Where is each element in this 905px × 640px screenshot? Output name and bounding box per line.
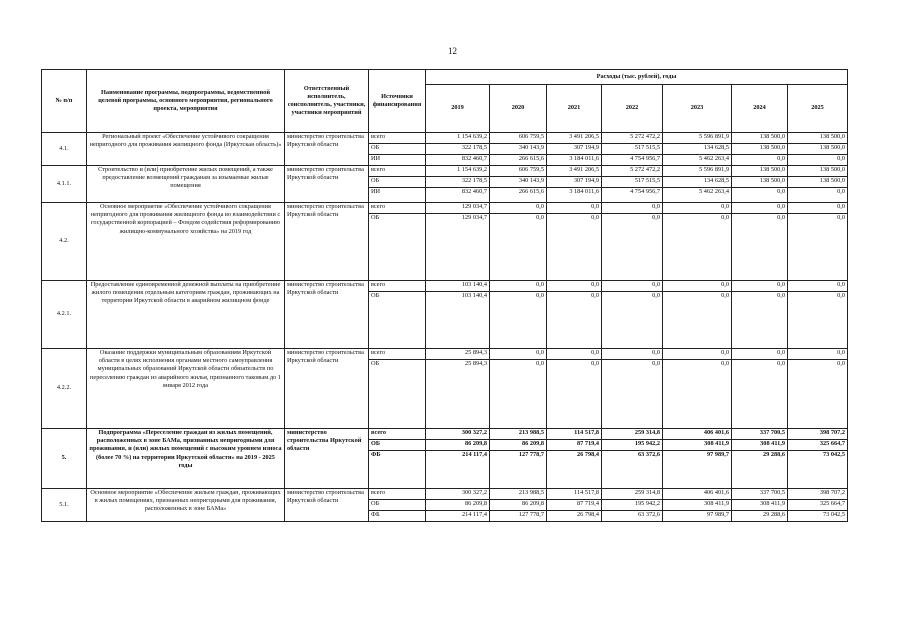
amount-cell: 5 272 472,2 (602, 133, 663, 144)
amount-cell: 259 314,8 (602, 429, 663, 440)
amount-cell: 266 615,6 (490, 188, 547, 203)
amount-cell: 266 615,6 (490, 155, 547, 166)
amount-cell: 138 500,0 (732, 177, 788, 188)
responsible-executor: министерство строительства Иркутской области (285, 166, 369, 203)
amount-cell: 337 700,5 (732, 429, 788, 440)
amount-cell: 138 500,0 (788, 166, 848, 177)
amount-cell: 5 596 891,9 (663, 166, 732, 177)
amount-cell: 103 140,4 (426, 292, 490, 349)
responsible-executor: министерство строительства Иркутской области (285, 429, 369, 489)
amount-cell: 0,0 (732, 214, 788, 281)
amount-cell: 259 314,8 (602, 489, 663, 500)
amount-cell: 322 178,5 (426, 144, 490, 155)
amount-cell: 0,0 (490, 292, 547, 349)
amount-cell: 134 628,5 (663, 144, 732, 155)
amount-cell: 0,0 (602, 214, 663, 281)
funding-source: ФБ (369, 511, 426, 522)
table-row (42, 133, 848, 144)
row-number: 4.1.1. (42, 166, 87, 203)
amount-cell: 1 154 639,2 (426, 133, 490, 144)
amount-cell: 0,0 (663, 214, 732, 281)
program-name: Основное мероприятие «Обеспечение устойчивого сокращения непригодного для проживания жилищного фонда во взаимодействии с государственной корпорацией – Фондом содействия реформированию жилищно-коммунального хозяйства» на 2019 год (87, 203, 285, 281)
row-number: 5. (42, 429, 87, 489)
amount-cell: 0,0 (490, 214, 547, 281)
amount-cell: 517 515,5 (602, 177, 663, 188)
amount-cell: 129 034,7 (426, 214, 490, 281)
amount-cell: 517 515,5 (602, 144, 663, 155)
header-year: 2022 (602, 85, 663, 133)
amount-cell: 0,0 (732, 155, 788, 166)
header-executor: Ответственный исполнитель, соисполнитель, участники, участники мероприятий (285, 70, 369, 133)
funding-source: ОБ (369, 144, 426, 155)
amount-cell: 832 460,7 (426, 155, 490, 166)
funding-source: ИИ (369, 188, 426, 203)
row-number: 4.2.1. (42, 281, 87, 349)
amount-cell: 0,0 (663, 349, 732, 360)
funding-source: ФБ (369, 451, 426, 489)
program-name: Предоставление единовременной денежной выплаты на приобретение жилого помещения отдельным категориям граждан, проживающих на территории Иркутской области в аварийном жилищном фонде (87, 281, 285, 349)
amount-cell: 97 989,7 (663, 451, 732, 489)
funding-source: ОБ (369, 292, 426, 349)
amount-cell: 127 778,7 (490, 511, 547, 522)
amount-cell: 0,0 (547, 203, 602, 214)
amount-cell: 0,0 (547, 281, 602, 292)
amount-cell: 0,0 (602, 203, 663, 214)
amount-cell: 138 500,0 (788, 133, 848, 144)
amount-cell: 138 500,0 (788, 177, 848, 188)
amount-cell: 398 707,2 (788, 489, 848, 500)
amount-cell: 103 140,4 (426, 281, 490, 292)
amount-cell: 0,0 (788, 203, 848, 214)
program-name: Региональный проект «Обеспечение устойчивого сокращения непригодного для проживания жилищного фонда (Иркутская область)» (87, 133, 285, 166)
amount-cell: 25 894,3 (426, 349, 490, 360)
amount-cell: 0,0 (732, 188, 788, 203)
amount-cell: 129 034,7 (426, 203, 490, 214)
table-row (42, 429, 848, 440)
amount-cell: 87 719,4 (547, 500, 602, 511)
header-expenses: Расходы (тыс. рублей), годы (426, 70, 848, 85)
amount-cell: 73 042,5 (788, 511, 848, 522)
amount-cell: 5 272 472,2 (602, 166, 663, 177)
amount-cell: 340 143,9 (490, 144, 547, 155)
amount-cell: 0,0 (490, 349, 547, 360)
amount-cell: 0,0 (602, 349, 663, 360)
amount-cell: 0,0 (788, 349, 848, 360)
header-year: 2020 (490, 85, 547, 133)
amount-cell: 0,0 (732, 349, 788, 360)
amount-cell: 86 209,8 (490, 440, 547, 451)
amount-cell: 606 759,5 (490, 133, 547, 144)
amount-cell: 0,0 (663, 281, 732, 292)
funding-source: ОБ (369, 500, 426, 511)
responsible-executor: министерство строительства Иркутской области (285, 489, 369, 522)
table-row (42, 166, 848, 177)
amount-cell: 0,0 (547, 292, 602, 349)
amount-cell: 0,0 (547, 360, 602, 429)
amount-cell: 0,0 (663, 360, 732, 429)
row-number: 4.1. (42, 133, 87, 166)
amount-cell: 214 117,4 (426, 451, 490, 489)
amount-cell: 86 209,8 (426, 440, 490, 451)
funding-source: ИИ (369, 155, 426, 166)
amount-cell: 0,0 (663, 292, 732, 349)
responsible-executor: министерство строительства Иркутской области (285, 281, 369, 349)
amount-cell: 213 988,5 (490, 489, 547, 500)
amount-cell: 300 327,2 (426, 489, 490, 500)
amount-cell: 138 500,0 (732, 133, 788, 144)
amount-cell: 26 798,4 (547, 511, 602, 522)
funding-source: всего (369, 166, 426, 177)
amount-cell: 337 700,5 (732, 489, 788, 500)
amount-cell: 0,0 (547, 349, 602, 360)
amount-cell: 0,0 (602, 292, 663, 349)
funding-source: всего (369, 489, 426, 500)
amount-cell: 300 327,2 (426, 429, 490, 440)
amount-cell: 0,0 (788, 360, 848, 429)
amount-cell: 4 754 956,7 (602, 155, 663, 166)
amount-cell: 29 288,6 (732, 511, 788, 522)
header-year: 2025 (788, 85, 848, 133)
amount-cell: 134 628,5 (663, 177, 732, 188)
amount-cell: 3 184 011,6 (547, 155, 602, 166)
table-body (42, 133, 848, 522)
table-row (42, 281, 848, 292)
row-number: 4.2.2. (42, 349, 87, 429)
amount-cell: 25 894,3 (426, 360, 490, 429)
amount-cell: 63 372,6 (602, 511, 663, 522)
amount-cell: 73 042,5 (788, 451, 848, 489)
amount-cell: 214 117,4 (426, 511, 490, 522)
amount-cell: 195 942,2 (602, 440, 663, 451)
table-row (42, 489, 848, 500)
amount-cell: 26 798,4 (547, 451, 602, 489)
funding-source: ОБ (369, 177, 426, 188)
responsible-executor: министерство строительства Иркутской области (285, 133, 369, 166)
responsible-executor: министерство строительства Иркутской области (285, 203, 369, 281)
amount-cell: 3 491 206,5 (547, 133, 602, 144)
amount-cell: 0,0 (490, 281, 547, 292)
amount-cell: 114 517,8 (547, 489, 602, 500)
amount-cell: 5 462 263,4 (663, 155, 732, 166)
amount-cell: 138 500,0 (788, 144, 848, 155)
amount-cell: 1 154 639,2 (426, 166, 490, 177)
funding-source: всего (369, 133, 426, 144)
funding-source: всего (369, 281, 426, 292)
header-num: № п/п (42, 70, 87, 133)
amount-cell: 0,0 (732, 292, 788, 349)
amount-cell: 0,0 (788, 292, 848, 349)
amount-cell: 86 209,8 (426, 500, 490, 511)
amount-cell: 398 707,2 (788, 429, 848, 440)
amount-cell: 0,0 (788, 155, 848, 166)
header-source: Источники финансирования (369, 70, 426, 133)
amount-cell: 0,0 (490, 203, 547, 214)
amount-cell: 308 411,9 (663, 500, 732, 511)
row-number: 5.1. (42, 489, 87, 522)
amount-cell: 4 754 956,7 (602, 188, 663, 203)
amount-cell: 0,0 (732, 360, 788, 429)
header-year: 2021 (547, 85, 602, 133)
amount-cell: 97 989,7 (663, 511, 732, 522)
amount-cell: 138 500,0 (732, 166, 788, 177)
funding-source: всего (369, 349, 426, 360)
amount-cell: 138 500,0 (732, 144, 788, 155)
amount-cell: 406 401,6 (663, 429, 732, 440)
amount-cell: 340 143,9 (490, 177, 547, 188)
amount-cell: 0,0 (732, 203, 788, 214)
amount-cell: 606 759,5 (490, 166, 547, 177)
row-number: 4.2. (42, 203, 87, 281)
header-year: 2019 (426, 85, 490, 133)
funding-source: всего (369, 429, 426, 440)
amount-cell: 0,0 (788, 188, 848, 203)
funding-source: всего (369, 203, 426, 214)
funding-source: ОБ (369, 440, 426, 451)
amount-cell: 3 184 011,6 (547, 188, 602, 203)
amount-cell: 307 194,9 (547, 144, 602, 155)
program-name: Оказание поддержки муниципальным образованиям Иркутской области в целях исполнения органами местного самоуправления муниципальных образований Иркутской области обязательств по переселению граждан из аварийного жилья, признанного таковым до 1 января 2012 года (87, 349, 285, 429)
amount-cell: 0,0 (547, 214, 602, 281)
amount-cell: 87 719,4 (547, 440, 602, 451)
amount-cell: 0,0 (788, 281, 848, 292)
amount-cell: 3 491 206,5 (547, 166, 602, 177)
amount-cell: 213 988,5 (490, 429, 547, 440)
table-row (42, 203, 848, 214)
amount-cell: 0,0 (490, 360, 547, 429)
amount-cell: 195 942,2 (602, 500, 663, 511)
amount-cell: 308 411,9 (663, 440, 732, 451)
amount-cell: 325 664,7 (788, 500, 848, 511)
amount-cell: 63 372,6 (602, 451, 663, 489)
amount-cell: 127 778,7 (490, 451, 547, 489)
header-year: 2024 (732, 85, 788, 133)
amount-cell: 308 411,9 (732, 500, 788, 511)
amount-cell: 832 460,7 (426, 188, 490, 203)
amount-cell: 307 194,9 (547, 177, 602, 188)
program-name: Основное мероприятие «Обеспечение жильем граждан, проживающих в жилых помещениях, признанных непригодными для проживания, расположенных в зоне БАМа» (87, 489, 285, 522)
amount-cell: 0,0 (602, 360, 663, 429)
amount-cell: 5 462 263,4 (663, 188, 732, 203)
program-name: Подпрограмма «Переселение граждан из жилых помещений, расположенных в зоне БАМа, признанных непригодными для проживания, и (или) жилых помещений с высоким уровнем износа (более 70 %) на территории Иркутской области» на 2019 - 2025 годы (87, 429, 285, 489)
amount-cell: 5 596 891,9 (663, 133, 732, 144)
amount-cell: 0,0 (602, 281, 663, 292)
amount-cell: 0,0 (663, 203, 732, 214)
amount-cell: 0,0 (732, 281, 788, 292)
table-row (42, 349, 848, 360)
amount-cell: 406 401,6 (663, 489, 732, 500)
amount-cell: 29 288,6 (732, 451, 788, 489)
amount-cell: 86 209,8 (490, 500, 547, 511)
responsible-executor: министерство строительства Иркутской области (285, 349, 369, 429)
budget-table (41, 69, 848, 522)
amount-cell: 114 517,8 (547, 429, 602, 440)
amount-cell: 0,0 (788, 214, 848, 281)
funding-source: ОБ (369, 360, 426, 429)
amount-cell: 322 178,5 (426, 177, 490, 188)
funding-source: ОБ (369, 214, 426, 281)
page-number: 12 (448, 46, 457, 56)
header-year: 2023 (663, 85, 732, 133)
amount-cell: 325 664,7 (788, 440, 848, 451)
header-name: Наименование программы, подпрограммы, ведомственной целевой программы, основного мероприятия, регионального проекта, мероприятия (87, 70, 285, 133)
program-name: Строительство и (или) приобретение жилых помещений, а также предоставление возмещений гражданам за изымаемые жилые помещения (87, 166, 285, 203)
amount-cell: 308 411,9 (732, 440, 788, 451)
